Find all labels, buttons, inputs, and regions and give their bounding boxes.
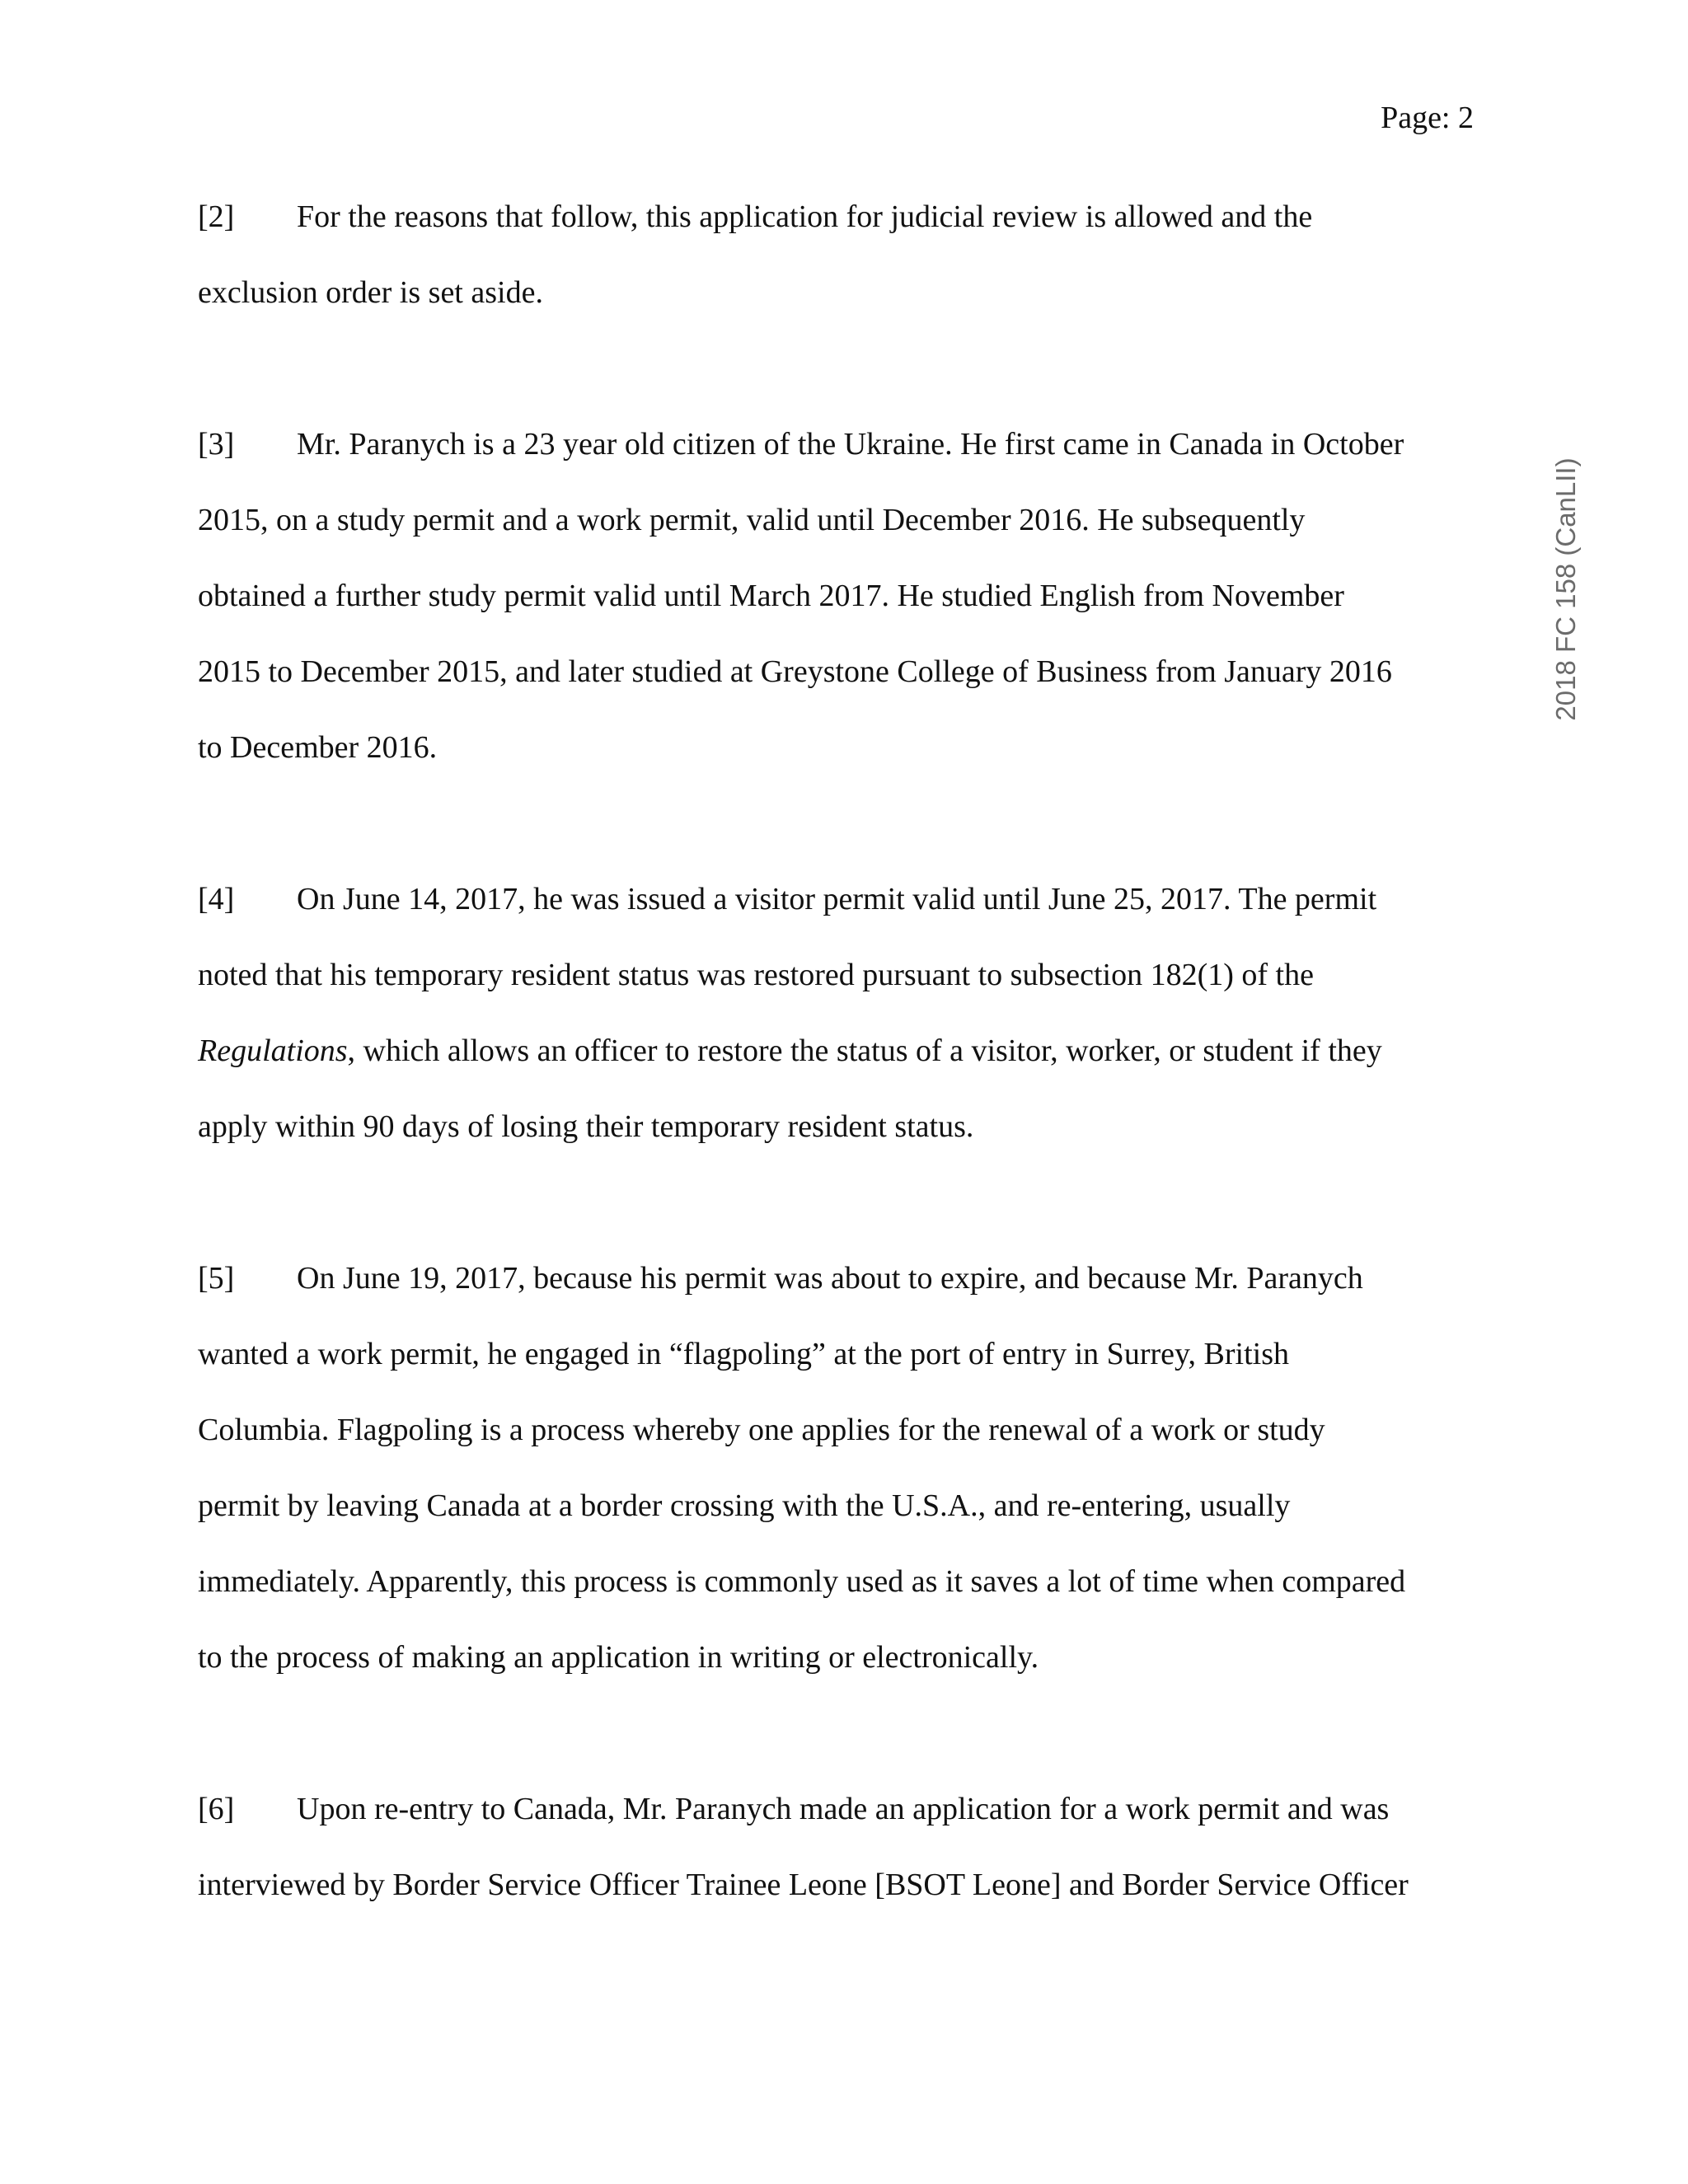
paragraph-5-line-6: to the process of making an application in writing or electronically.	[198, 1640, 1039, 1675]
paragraph-number: [6]	[198, 1792, 235, 1826]
paragraph-text: , which allows an officer to restore the status of a visitor, worker, or student if they	[347, 1033, 1382, 1068]
paragraph-4-line-3	[198, 1030, 1382, 1071]
paragraph-3-line-1	[198, 424, 1404, 465]
paragraph-6-line-1	[198, 1788, 1389, 1830]
paragraph-5-line-4: permit by leaving Canada at a border crossing with the U.S.A., and re-entering, usually	[198, 1488, 1291, 1523]
paragraph-4-line-1	[198, 879, 1376, 920]
page-number: Page: 2	[1381, 101, 1474, 135]
paragraph-number: [5]	[198, 1261, 235, 1296]
paragraph-3-line-4: 2015 to December 2015, and later studied at Greystone College of Business from January 2016	[198, 654, 1392, 689]
paragraph-text: Mr. Paranych is a 23 year old citizen of the Ukraine. He first came in Canada in October	[297, 427, 1404, 462]
paragraph-2-line-1	[198, 196, 1312, 237]
paragraph-5-line-3: Columbia. Flagpoling is a process whereby one applies for the renewal of a work or study	[198, 1413, 1325, 1447]
paragraph-3-line-5: to December 2016.	[198, 730, 438, 765]
paragraph-5-line-1	[198, 1258, 1363, 1299]
paragraph-number: [3]	[198, 427, 235, 462]
paragraph-4-line-4: apply within 90 days of losing their temporary resident status.	[198, 1109, 974, 1144]
paragraph-3-line-3: obtained a further study permit valid until March 2017. He studied English from November	[198, 579, 1344, 613]
paragraph-4-line-2: noted that his temporary resident status was restored pursuant to subsection 182(1) of the	[198, 958, 1314, 992]
paragraph-6-line-2: interviewed by Border Service Officer Trainee Leone [BSOT Leone] and Border Service Officer	[198, 1868, 1409, 1902]
regulations-italic: Regulations	[198, 1033, 348, 1068]
paragraph-text: On June 19, 2017, because his permit was about to expire, and because Mr. Paranych	[297, 1261, 1363, 1296]
paragraph-text: For the reasons that follow, this application for judicial review is allowed and the	[297, 199, 1313, 234]
paragraph-text: Upon re-entry to Canada, Mr. Paranych made an application for a work permit and was	[297, 1792, 1390, 1826]
citation-watermark: 2018 FC 158 (CanLII)	[1550, 457, 1581, 721]
paragraph-number: [2]	[198, 199, 235, 234]
paragraph-text: On June 14, 2017, he was issued a visitor permit valid until June 25, 2017. The permit	[297, 882, 1377, 916]
paragraph-3-line-2: 2015, on a study permit and a work permit, valid until December 2016. He subsequently	[198, 503, 1306, 537]
paragraph-number: [4]	[198, 882, 235, 916]
paragraph-5-line-2: wanted a work permit, he engaged in “flagpoling” at the port of entry in Surrey, British	[198, 1337, 1289, 1371]
paragraph-5-line-5: immediately. Apparently, this process is commonly used as it saves a lot of time when compared	[198, 1564, 1406, 1599]
paragraph-2-line-2: exclusion order is set aside.	[198, 275, 543, 310]
